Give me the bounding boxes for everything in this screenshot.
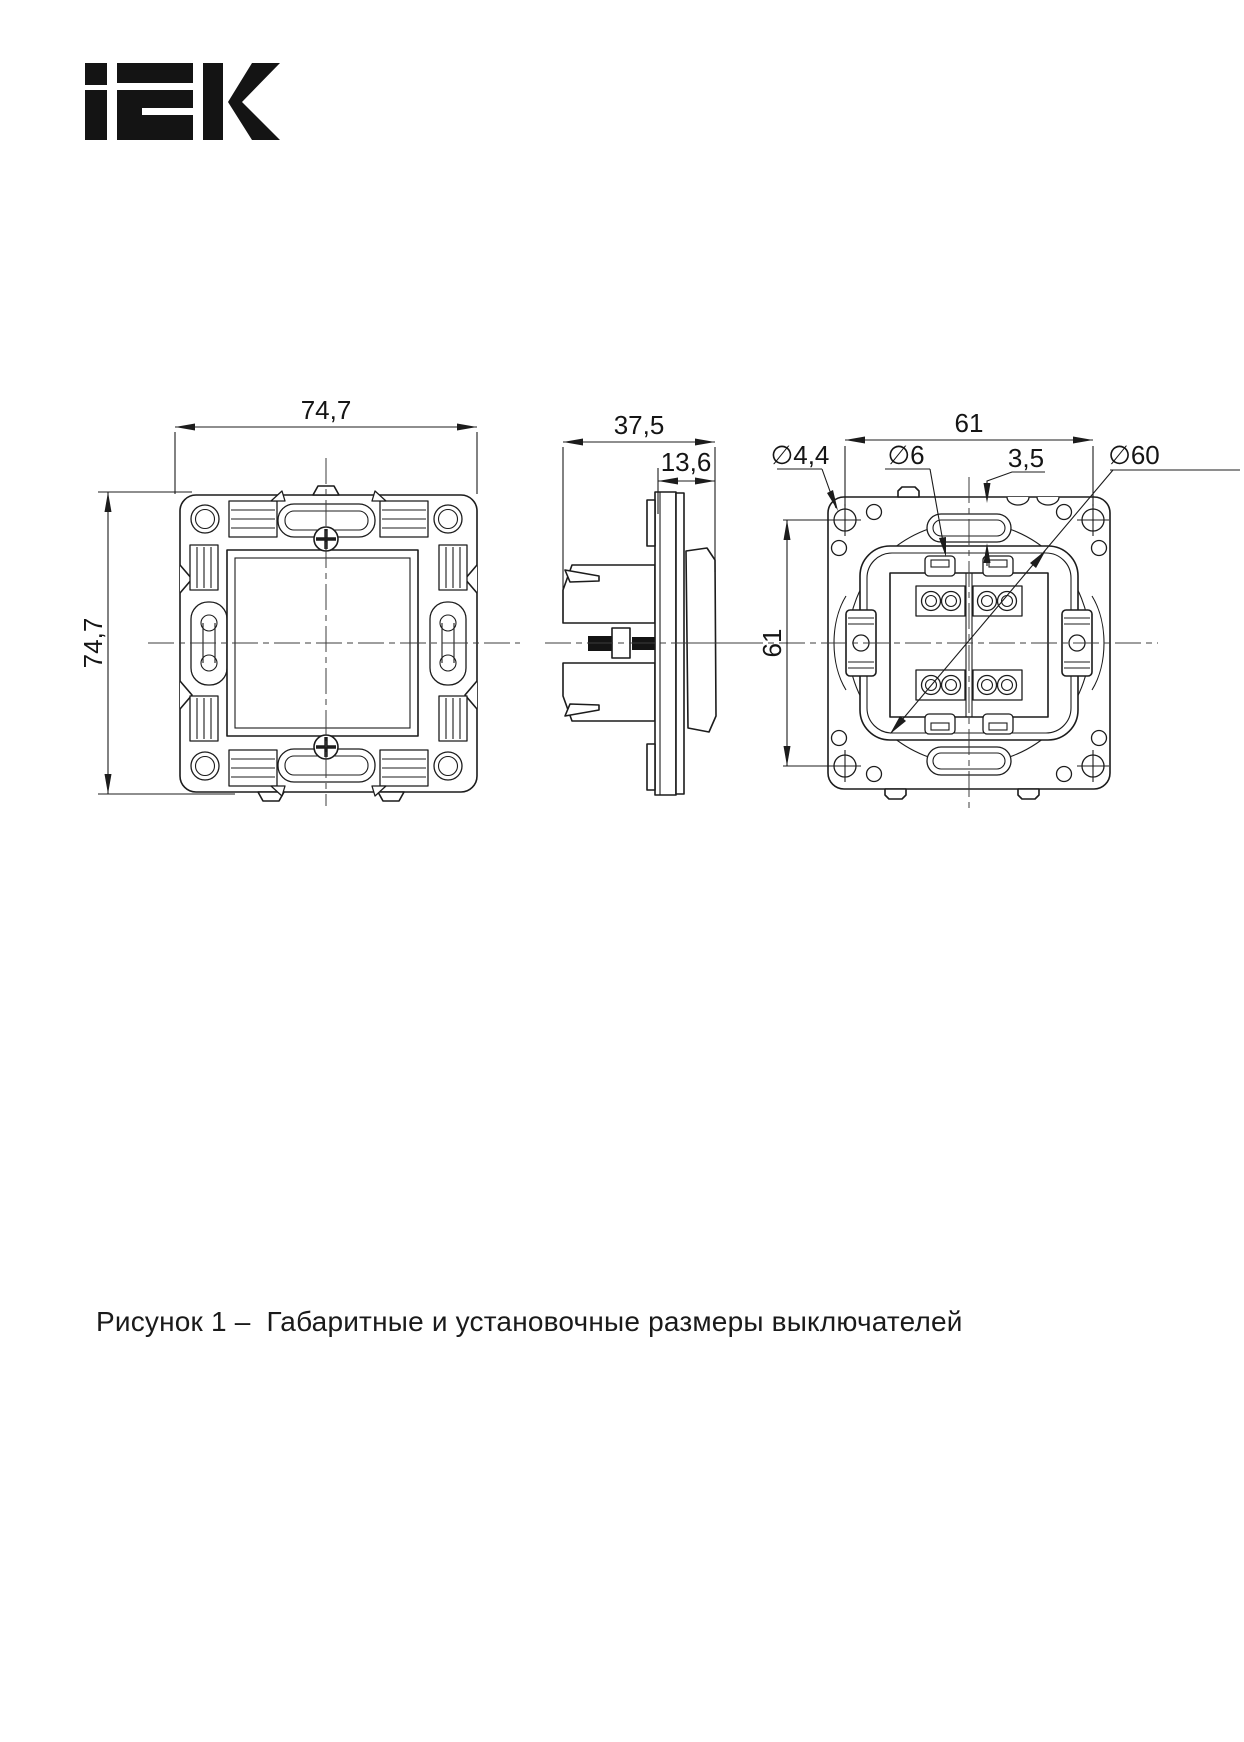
back-mount-diameter-dimension: ∅60 bbox=[1108, 440, 1160, 470]
back-offset-dimension: 3,5 bbox=[1007, 443, 1045, 473]
back-height-dimension: 61 bbox=[757, 628, 787, 658]
side-rocker-dimension: 13,6 bbox=[660, 447, 712, 477]
side-rocker-key bbox=[686, 548, 716, 732]
front-height-dimension: 74,7 bbox=[78, 617, 108, 669]
figure-caption-label: Рисунок 1 – bbox=[96, 1306, 251, 1337]
figure-caption-text: Габаритные и установочные размеры выключателей bbox=[266, 1306, 963, 1337]
front-width-dimension: 74,7 bbox=[300, 395, 352, 425]
back-hole-dimension: ∅6 bbox=[887, 440, 925, 470]
figure-caption bbox=[96, 1306, 963, 1338]
iek-logo-icon bbox=[85, 63, 280, 140]
back-width-dimension: 61 bbox=[954, 408, 984, 438]
side-depth-dimension: 37,5 bbox=[613, 410, 665, 440]
front-view-drawing bbox=[148, 458, 520, 806]
back-claw-hole-dimension: ∅4,4 bbox=[770, 440, 830, 470]
